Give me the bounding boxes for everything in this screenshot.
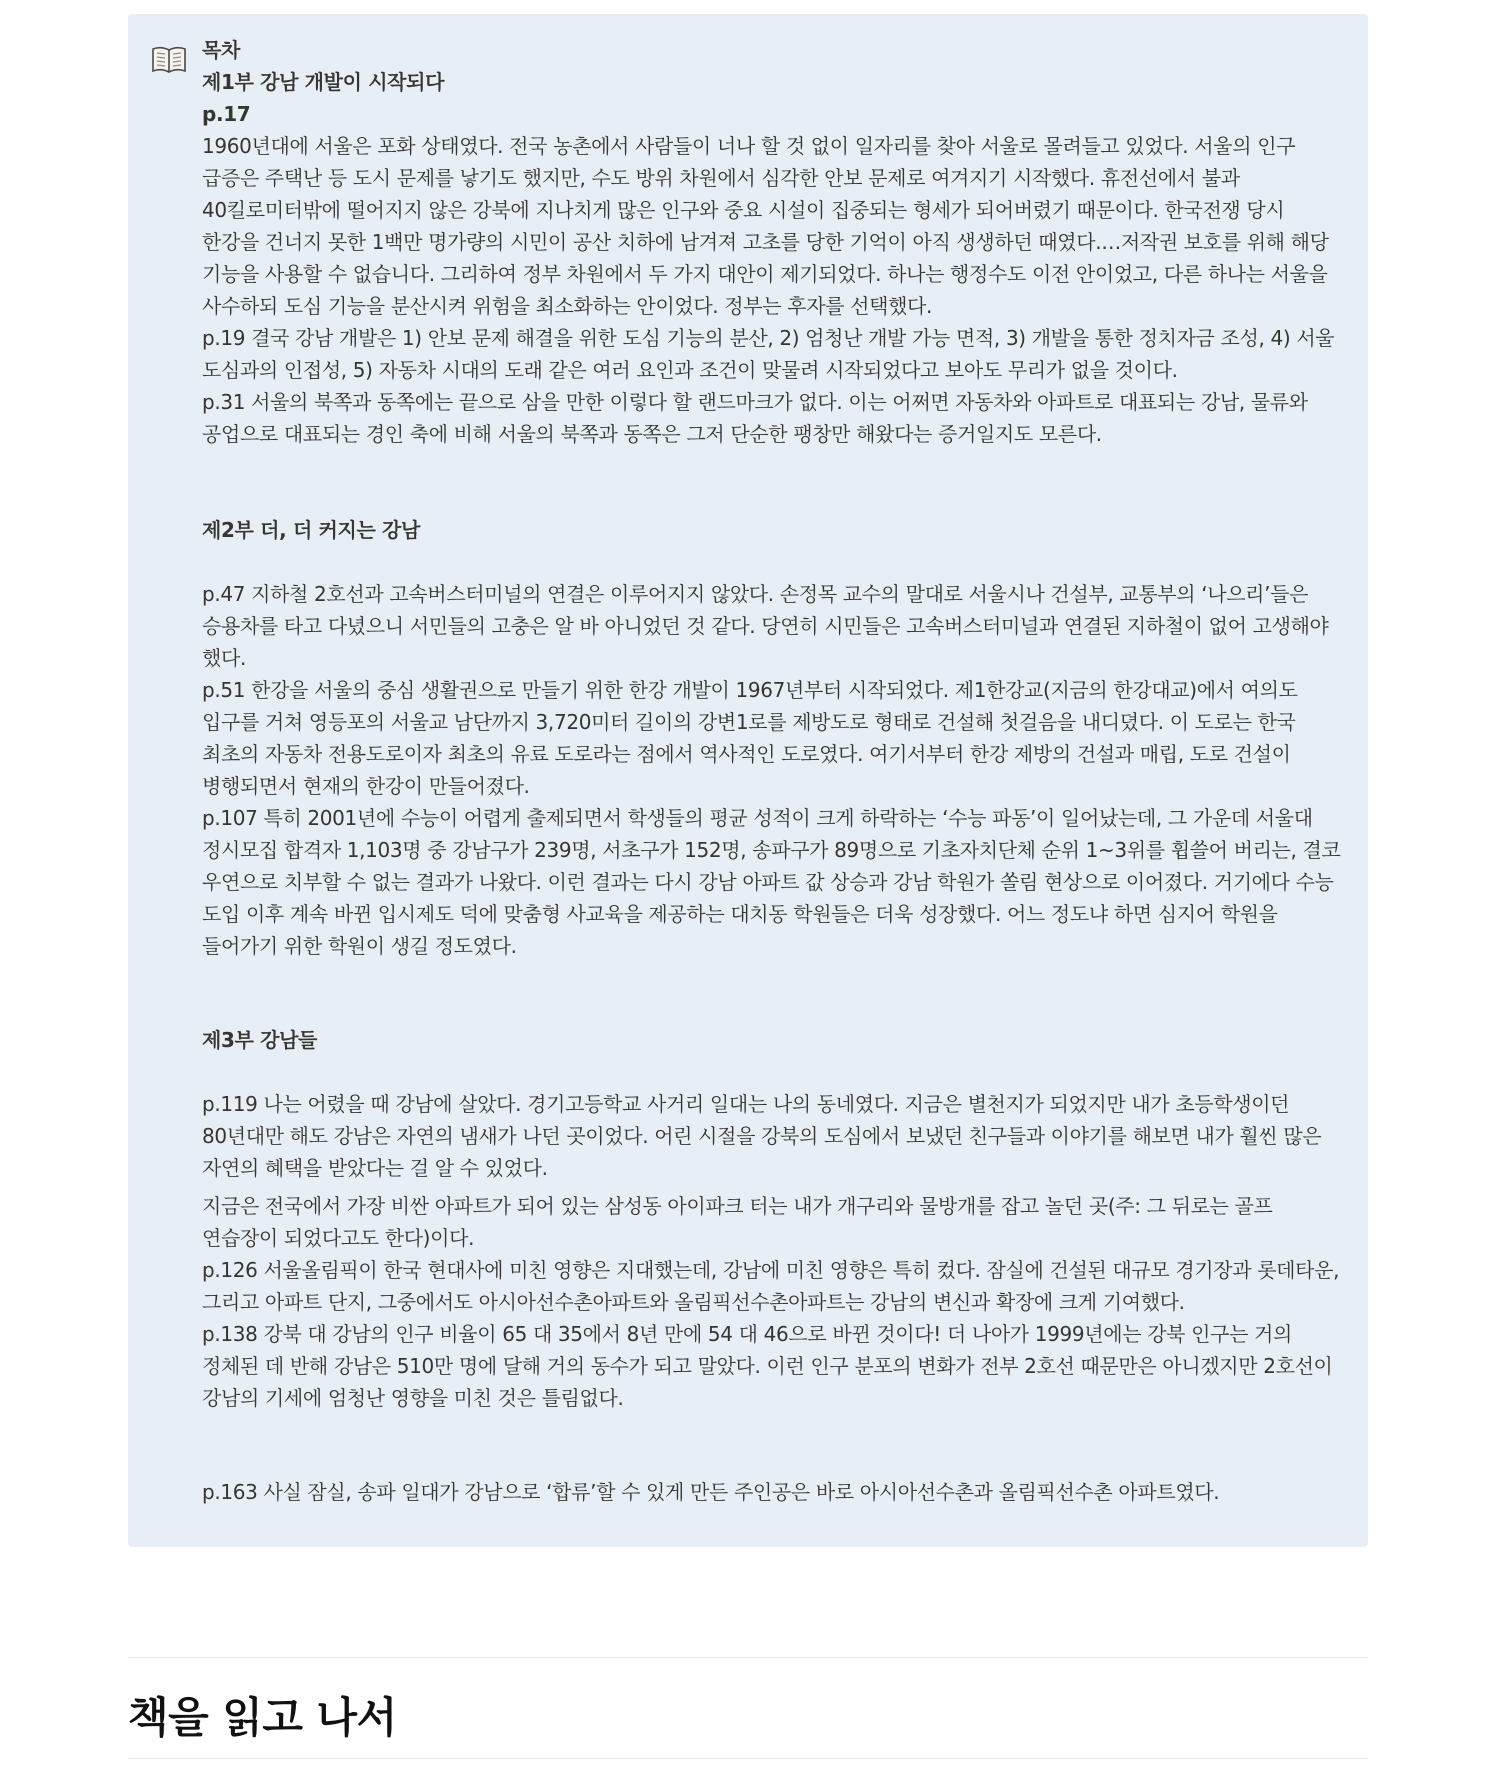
callout-content (202, 34, 1342, 1508)
part3-heading: 제3부 강남들 (202, 1028, 318, 1052)
part3-paragraph-1: p.119 나는 어렸을 때 강남에 살았다. 경기고등학교 사거리 일대는 나의 동네였다. 지금은 별천지가 되었지만 내가 초등학생이던 80년대만 해도 강남은 자연의 냄새가 나던 곳이었다. 어린 시절을 강북의 도심에서 보냈던 친구들과 이야기를 해보면 내가 훨씬 많은 자연의 혜택을 받았다는 걸 알 수 있었다. (202, 1092, 1322, 1180)
toc-callout (128, 14, 1368, 1547)
part1-paragraph-2: p.19 결국 강남 개발은 1) 안보 문제 해결을 위한 도심 기능의 분산, 2) 엄청난 개발 가능 면적, 3) 개발을 통한 정치자금 조성, 4) 서울 도심과의 인접성, 5) 자동차 시대의 도래 같은 여러 요인과 조건이 맞물려 시작되었다고 보아도 무리가 없을 것이다. (202, 326, 1335, 382)
part2-heading: 제2부 더, 더 커지는 강남 (202, 518, 420, 542)
part1-page-label: p.17 (202, 102, 251, 126)
part1-paragraph-1: 1960년대에 서울은 포화 상태였다. 전국 농촌에서 사람들이 너나 할 것 없이 일자리를 찾아 서울로 몰려들고 있었다. 서울의 인구 급증은 주택난 등 도시 문제를 낳기도 했지만, 수도 방위 차원에서 심각한 안보 문제로 여겨지기 시작했다. 휴전선에서 불과 40킬로미터밖에 떨어지지 않은 강북에 지나치게 많은 인구와 중요 시설이 집중되는 형세가 되어버렸기 때문이다. 한국전쟁 당시 한강을 건너지 못한 1백만 명가량의 시민이 공산 치하에 남겨져 고초를 당한 기억이 아직 생생하던 때였다.…저작권 보호를 위해 해당 기능을 사용할 수 없습니다. 그리하여 정부 차원에서 두 가지 대안이 제기되었다. 하나는 행정수도 이전 안이었고, 다른 하나는 서울을 사수하되 도심 기능을 분산시켜 위험을 최소화하는 안이었다. 정부는 후자를 선택했다. (202, 134, 1329, 318)
part1-paragraph-3: p.31 서울의 북쪽과 동쪽에는 끝으로 삼을 만한 이렇다 할 랜드마크가 없다. 이는 어쩌면 자동차와 아파트로 대표되는 강남, 물류와 공업으로 대표되는 경인 축에 비해 서울의 북쪽과 동쪽은 그저 단순한 팽창만 해왔다는 증거일지도 모른다. (202, 390, 1308, 446)
part2-paragraph-2: p.51 한강을 서울의 중심 생활권으로 만들기 위한 한강 개발이 1967년부터 시작되었다. 제1한강교(지금의 한강대교)에서 여의도 입구를 거쳐 영등포의 서울교 남단까지 3,720미터 길이의 강변1로를 제방도로 형태로 건설해 첫걸음을 내디뎠다. 이 도로는 한국 최초의 자동차 전용도로이자 최초의 유료 도로라는 점에서 역사적인 도로였다. 여기서부터 한강 제방의 건설과 매립, 도로 건설이 병행되면서 현재의 한강이 만들어졌다. (202, 678, 1298, 798)
part3-paragraph-2: 지금은 전국에서 가장 비싼 아파트가 되어 있는 삼성동 아이파크 터는 내가 개구리와 물방개를 잡고 놀던 곳(주: 그 뒤로는 골프 연습장이 되었다고도 한다)이다. (202, 1194, 1273, 1250)
divider-top (128, 1657, 1368, 1658)
part3-paragraph-4: p.138 강북 대 강남의 인구 비율이 65 대 35에서 8년 만에 54 대 46으로 바뀐 것이다! 더 나아가 1999년에는 강북 인구는 거의 정체된 데 반해 강남은 510만 명에 달해 거의 동수가 되고 말았다. 이런 인구 분포의 변화가 전부 2호선 때문만은 아니겠지만 2호선이 강남의 기세에 엄청난 영향을 미친 것은 틀림없다. (202, 1322, 1333, 1410)
part2-paragraph-3: p.107 특히 2001년에 수능이 어렵게 출제되면서 학생들의 평균 성적이 크게 하락하는 ‘수능 파동’이 일어났는데, 그 가운데 서울대 정시모집 합격자 1,103명 중 강남구가 239명, 서초구가 152명, 송파구가 89명으로 기초자치단체 순위 1~3위를 휩쓸어 버리는, 결코 우연으로 치부할 수 없는 결과가 나왔다. 이런 결과는 다시 강남 아파트 값 상승과 강남 학원가 쏠림 현상으로 이어졌다. 거기에다 수능 도입 이후 계속 바뀐 입시제도 덕에 맞춤형 사교육을 제공하는 대치동 학원들은 더욱 성장했다. 어느 정도냐 하면 심지어 학원을 들어가기 위한 학원이 생길 정도였다. (202, 806, 1341, 958)
toc-title: 목차 (202, 38, 240, 62)
open-book-icon (150, 40, 188, 78)
part3-paragraph-last: p.163 사실 잠실, 송파 일대가 강남으로 ‘합류’할 수 있게 만든 주인공은 바로 아시아선수촌과 올림픽선수촌 아파트였다. (202, 1480, 1220, 1504)
divider-bottom (128, 1758, 1368, 1759)
part2-paragraph-1: p.47 지하철 2호선과 고속버스터미널의 연결은 이루어지지 않았다. 손정목 교수의 말대로 서울시나 건설부, 교통부의 ‘나으리’들은 승용차를 타고 다녔으니 서민들의 고충은 알 바 아니었던 것 같다. 당연히 시민들은 고속버스터미널과 연결된 지하철이 없어 고생해야 했다. (202, 582, 1329, 670)
part3-paragraph-3: p.126 서울올림픽이 한국 현대사에 미친 영향은 지대했는데, 강남에 미친 영향은 특히 컸다. 잠실에 건설된 대규모 경기장과 롯데타운, 그리고 아파트 단지, 그중에서도 아시아선수촌아파트와 올림픽선수촌아파트는 강남의 변신과 확장에 크게 기여했다. (202, 1258, 1340, 1314)
section-heading: 책을 읽고 나서 (128, 1693, 397, 1742)
part1-heading: 제1부 강남 개발이 시작되다 (202, 70, 445, 94)
